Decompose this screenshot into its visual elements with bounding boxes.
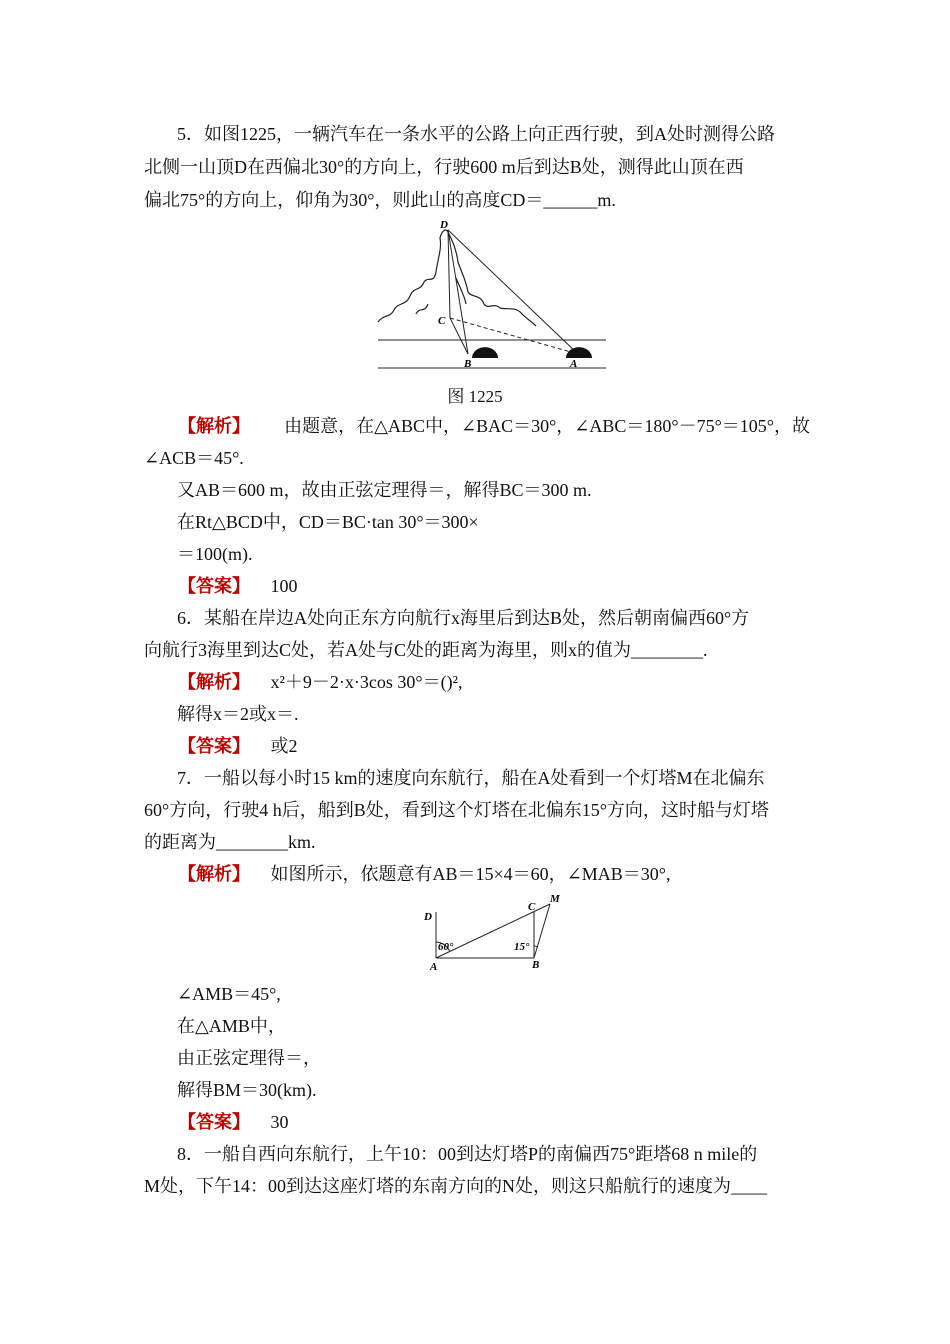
p8-line-2: M处，下午14：00到达这座灯塔的东南方向的N处，则这只船航行的速度为____ xyxy=(144,1176,768,1196)
label-C: C xyxy=(438,315,446,327)
p5-analysis-3: 又AB＝600 m，故由正弦定理得＝，解得BC＝300 m. xyxy=(177,480,592,500)
p7-analysis-4: 由正弦定理得＝， xyxy=(177,1048,321,1068)
label-B: B xyxy=(464,358,472,370)
answer-tag: 【答案】 xyxy=(178,1112,250,1132)
p7-line-2: 60°方向，行驶4 h后，船到B处，看到这个灯塔在北偏东15°方向，这时船与灯塔 xyxy=(144,800,769,820)
p5-answer-value: 100 xyxy=(270,576,298,596)
p6-answer xyxy=(178,730,844,762)
p7-line-1: 7．一船以每小时15 km的速度向东航行，船在A处看到一个灯塔M在北偏东 xyxy=(177,768,765,788)
p6-answer-value: 或2 xyxy=(270,736,298,756)
figure-caption: 图 1225 xyxy=(447,387,503,406)
angle-60: 60° xyxy=(438,941,454,953)
analysis-tag: 【解析】 xyxy=(178,416,250,436)
p6-line-2: 向航行3海里到达C处，若A处与C处的距离为海里，则x的值为________. xyxy=(144,640,708,660)
p7-analysis-text: 如图所示，依题意有AB＝15×4＝60，∠MAB＝30°, xyxy=(270,864,671,884)
label-C: C xyxy=(528,901,536,913)
angle-15: 15° xyxy=(514,941,530,953)
analysis-tag: 【解析】 xyxy=(178,864,250,884)
p7-analysis-5: 解得BM＝30(km). xyxy=(177,1080,317,1100)
p7-line-3: 的距离为________km. xyxy=(144,832,316,852)
p5-analysis-5: ＝100(m). xyxy=(177,544,253,564)
p5-analysis-4: 在Rt△BCD中，CD＝BC·tan 30°＝300× xyxy=(177,512,479,532)
p7-analysis-2: ∠AMB＝45°, xyxy=(177,984,281,1004)
p6-analysis-text: x²＋9－2·x·3cos 30°＝()², xyxy=(270,672,463,692)
p8-line-1: 8．一船自西向东航行，上午10：00到达灯塔P的南偏西75°距塔68 n mile的 xyxy=(177,1144,758,1164)
p5-line-2: 北侧一山顶D在西偏北30°的方向上，行驶600 m后到达B处，测得此山顶在西 xyxy=(144,157,744,177)
label-M: M xyxy=(550,893,560,905)
analysis-tag: 【解析】 xyxy=(178,672,250,692)
p7-analysis-3: 在△AMB中， xyxy=(177,1016,286,1036)
label-B: B xyxy=(532,959,540,971)
label-A: A xyxy=(570,358,578,370)
p7-answer-value: 30 xyxy=(270,1112,289,1132)
p5-analysis-2: ∠ACB＝45°. xyxy=(144,448,244,468)
p7-analysis-1 xyxy=(178,858,844,890)
mountain-figure xyxy=(376,218,608,374)
p6-line-1: 6．某船在岸边A处向正东方向航行x海里后到达B处，然后朝南偏西60°方 xyxy=(177,608,750,628)
p6-analysis-1 xyxy=(178,666,844,698)
answer-tag: 【答案】 xyxy=(178,576,250,596)
label-D: D xyxy=(440,219,448,231)
p5-analysis-1 xyxy=(178,410,810,442)
label-A: A xyxy=(430,961,438,972)
lighthouse-figure xyxy=(420,890,570,972)
label-D: D xyxy=(424,911,432,923)
p5-answer xyxy=(178,570,844,602)
p5-line-3: 偏北75°的方向上，仰角为30°，则此山的高度CD＝______m. xyxy=(144,190,616,210)
p7-answer xyxy=(178,1106,844,1138)
p5-analysis-text: 由题意，在△ABC中，∠BAC＝30°，∠ABC＝180°－75°＝105°，故 xyxy=(284,416,810,436)
p6-analysis-2: 解得x＝2或x＝. xyxy=(177,704,299,724)
p5-line-1: 5．如图1225，一辆汽车在一条水平的公路上向正西行驶，到A处时测得公路 xyxy=(177,124,775,144)
answer-tag: 【答案】 xyxy=(178,736,250,756)
